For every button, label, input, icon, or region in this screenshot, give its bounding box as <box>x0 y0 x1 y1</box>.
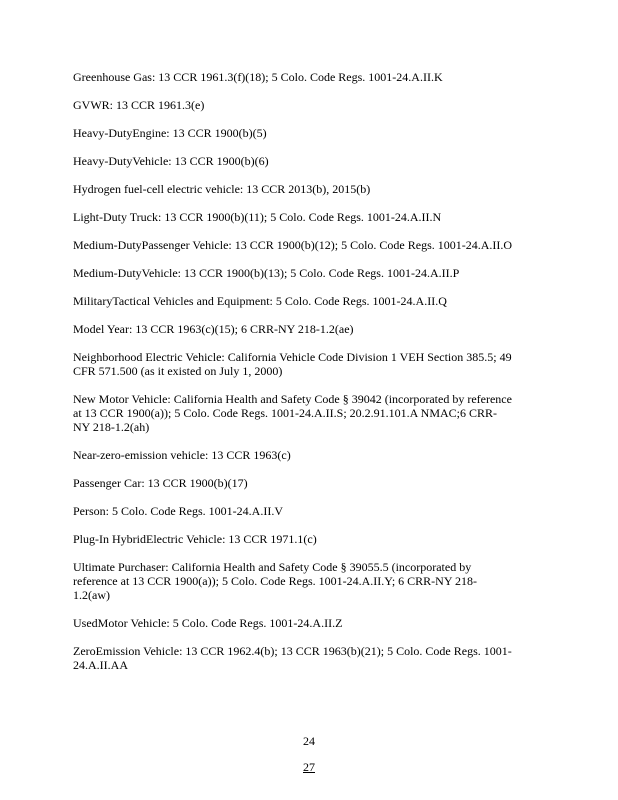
definition-item: Medium-DutyPassenger Vehicle: 13 CCR 1900(b)(12); 5 Colo. Code Regs. 1001-24.A.II.O <box>73 238 513 252</box>
definition-item: UsedMotor Vehicle: 5 Colo. Code Regs. 1001-24.A.II.Z <box>73 616 343 630</box>
page-number: 24 <box>303 734 315 748</box>
definitions-list <box>73 70 513 686</box>
definition-item: Heavy-DutyEngine: 13 CCR 1900(b)(5) <box>73 126 267 140</box>
definition-item: New Motor Vehicle: California Health and Safety Code § 39042 (incorporated by reference at 13 CCR 1900(a)); 5 Colo. Code Regs. 1001-24.A.II.S; 20.2.91.101.A NMAC;6 CRR-NY 218-1.2(ah) <box>73 392 512 434</box>
definition-item: Light-Duty Truck: 13 CCR 1900(b)(11); 5 Colo. Code Regs. 1001-24.A.II.N <box>73 210 442 224</box>
definition-item: Medium-DutyVehicle: 13 CCR 1900(b)(13); 5 Colo. Code Regs. 1001-24.A.II.P <box>73 266 460 280</box>
secondary-page-number: 27 <box>303 760 315 774</box>
definition-item: ZeroEmission Vehicle: 13 CCR 1962.4(b); 13 CCR 1963(b)(21); 5 Colo. Code Regs. 1001-24.A.II.AA <box>73 644 512 672</box>
definition-item: MilitaryTactical Vehicles and Equipment: 5 Colo. Code Regs. 1001-24.A.II.Q <box>73 294 447 308</box>
definition-item: GVWR: 13 CCR 1961.3(e) <box>73 98 205 112</box>
definition-item: Neighborhood Electric Vehicle: California Vehicle Code Division 1 VEH Section 385.5; 49 CFR 571.500 (as it existed on July 1, 2000) <box>73 350 512 378</box>
definition-item: Heavy-DutyVehicle: 13 CCR 1900(b)(6) <box>73 154 269 168</box>
secondary-page-number-container <box>0 760 618 774</box>
definition-item: Person: 5 Colo. Code Regs. 1001-24.A.II.V <box>73 504 283 518</box>
definition-item: Greenhouse Gas: 13 CCR 1961.3(f)(18); 5 Colo. Code Regs. 1001-24.A.II.K <box>73 70 443 84</box>
definition-item: Hydrogen fuel-cell electric vehicle: 13 CCR 2013(b), 2015(b) <box>73 182 371 196</box>
definition-item: Ultimate Purchaser: California Health and Safety Code § 39055.5 (incorporated by reference at 13 CCR 1900(a)); 5 Colo. Code Regs. 1001-24.A.II.Y; 6 CRR-NY 218-1.2(aw) <box>73 560 478 602</box>
definition-item: Plug-In HybridElectric Vehicle: 13 CCR 1971.1(c) <box>73 532 317 546</box>
definition-item: Passenger Car: 13 CCR 1900(b)(17) <box>73 476 248 490</box>
definition-item: Near-zero-emission vehicle: 13 CCR 1963(c) <box>73 448 291 462</box>
definition-item: Model Year: 13 CCR 1963(c)(15); 6 CRR-NY 218-1.2(ae) <box>73 322 354 336</box>
